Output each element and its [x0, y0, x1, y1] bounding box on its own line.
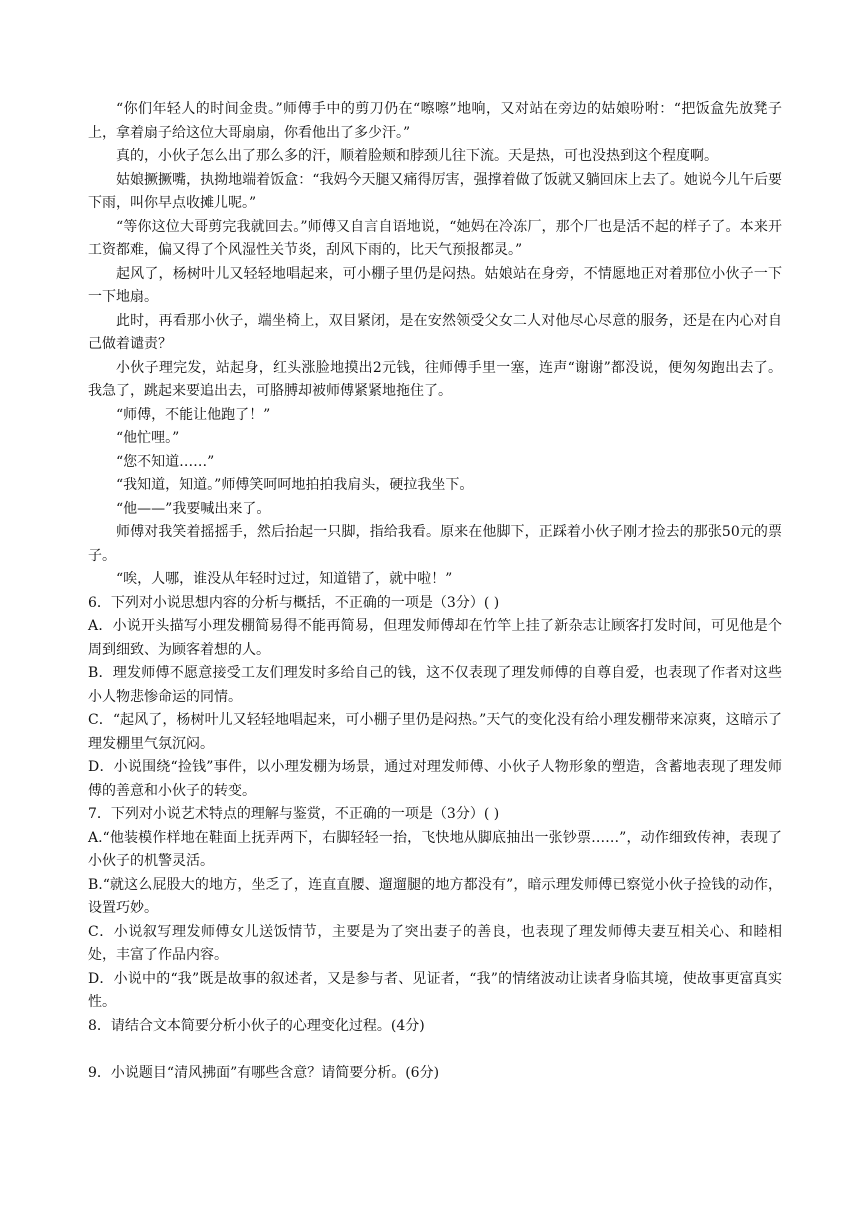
exam-page: [88, 98, 782, 1086]
question-stem: 8．请结合文本简要分析小伙子的心理变化过程。(4分): [88, 1017, 425, 1034]
question-8: [88, 1015, 782, 1039]
option-a: A．小说开头描写小理发棚简易得不能再简易，但理发师傅却在竹竿上挂了新杂志让顾客打发时间，可见他是个周到细致、为顾客着想的人。: [88, 618, 782, 658]
option-b: B．理发师傅不愿意接受工友们理发时多给自己的钱，这不仅表现了理发师傅的自尊自爱，也表现了作者对这些小人物悲惨命运的同情。: [88, 665, 782, 705]
question-6: [88, 592, 782, 804]
question-stem: 6．下列对小说思想内容的分析与概括，不正确的一项是（3分）( ): [88, 594, 500, 611]
question-7: [88, 803, 782, 1015]
story-paragraph: “我知道，知道。”师傅笑呵呵地拍拍我肩头，硬拉我坐下。: [116, 477, 474, 493]
option-d: D．小说中的“我”既是故事的叙述者，又是参与者、见证者，“我”的情绪波动让读者身临其境，使故事更富真实性。: [88, 970, 782, 1010]
story-paragraph: 此时，再看那小伙子，端坐椅上，双目紧闭，是在安然领受父女二人对他尽心尽意的服务，还是在内心对自己做着谴责？: [88, 312, 782, 352]
story-paragraph: “等你这位大哥剪完我就回去。”师傅又自言自语地说，“她妈在冷冻厂，那个厂也是活不起的样子了。本来开工资都难，偏又得了个风湿性关节炎，刮风下雨的，比天气预报都灵。”: [88, 218, 782, 258]
option-b: B.“就这么屁股大的地方，坐乏了，连直直腰、遛遛腿的地方都没有”，暗示理发师傅已察觉小伙子捡钱的动作，设置巧妙。: [88, 876, 782, 916]
story-text: [88, 98, 782, 592]
option-d: D．小说围绕“捡钱”事件，以小理发棚为场景，通过对理发师傅、小伙子人物形象的塑造，含蓄地表现了理发师傅的善意和小伙子的转变。: [88, 759, 782, 799]
story-paragraph: “他——”我要喊出来了。: [116, 500, 271, 517]
question-stem: 9．小说题目“清风拂面”有哪些含意？请简要分析。(6分): [88, 1065, 440, 1081]
story-paragraph: 姑娘撅撅嘴，执拗地端着饭盒：“我妈今天腿又痛得厉害，强撑着做了饭就又躺回床上去了。她说今儿午后要下雨，叫你早点收摊儿呢。”: [88, 171, 782, 211]
question-stem: 7．下列对小说艺术特点的理解与鉴赏，不正确的一项是（3分）( ): [88, 806, 500, 822]
option-c: C．“起风了，杨树叶儿又轻轻地唱起来，可小棚子里仍是闷热。”天气的变化没有给小理发棚带来凉爽，这暗示了理发棚里气氛沉闷。: [88, 712, 782, 752]
option-c: C．小说叙写理发师傅女儿送饭情节，主要是为了突出妻子的善良，也表现了理发师傅夫妻互相关心、和睦相处，丰富了作品内容。: [88, 923, 782, 963]
story-paragraph: “您不知道……”: [116, 453, 215, 470]
story-paragraph: “唉，人哪，谁没从年轻时过过，知道错了，就中啦！”: [116, 571, 453, 587]
story-paragraph: 师傅对我笑着摇摇手，然后抬起一只脚，指给我看。原来在他脚下，正踩着小伙子刚才捡去的那张50元的票子。: [88, 524, 782, 564]
question-9: [88, 1062, 782, 1086]
story-paragraph: 起风了，杨树叶儿又轻轻地唱起来，可小棚子里仍是闷热。姑娘站在身旁，不情愿地正对着那位小伙子一下一下地扇。: [88, 265, 782, 305]
story-paragraph: “你们年轻人的时间金贵。”师傅手中的剪刀仍在“嚓嚓”地响，又对站在旁边的姑娘吩咐：“把饭盒先放凳子上，拿着扇子给这位大哥扇扇，你看他出了多少汗。”: [88, 101, 782, 141]
option-a: A.“他装模作样地在鞋面上抚弄两下，右脚轻轻一抬，飞快地从脚底抽出一张钞票……”，动作细致传神，表现了小伙子的机警灵活。: [88, 829, 782, 869]
story-paragraph: 小伙子理完发，站起身，红头涨脸地摸出2元钱，往师傅手里一塞，连声“谢谢”都没说，便匆匆跑出去了。我急了，跳起来要追出去，可胳膊却被师傅紧紧地拖住了。: [88, 359, 782, 399]
story-paragraph: “师傅，不能让他跑了！”: [116, 406, 271, 423]
story-paragraph: 真的，小伙子怎么出了那么多的汗，顺着脸颊和脖颈儿往下流。天是热，可也没热到这个程度啊。: [116, 148, 718, 164]
story-paragraph: “他忙哩。”: [116, 430, 180, 446]
